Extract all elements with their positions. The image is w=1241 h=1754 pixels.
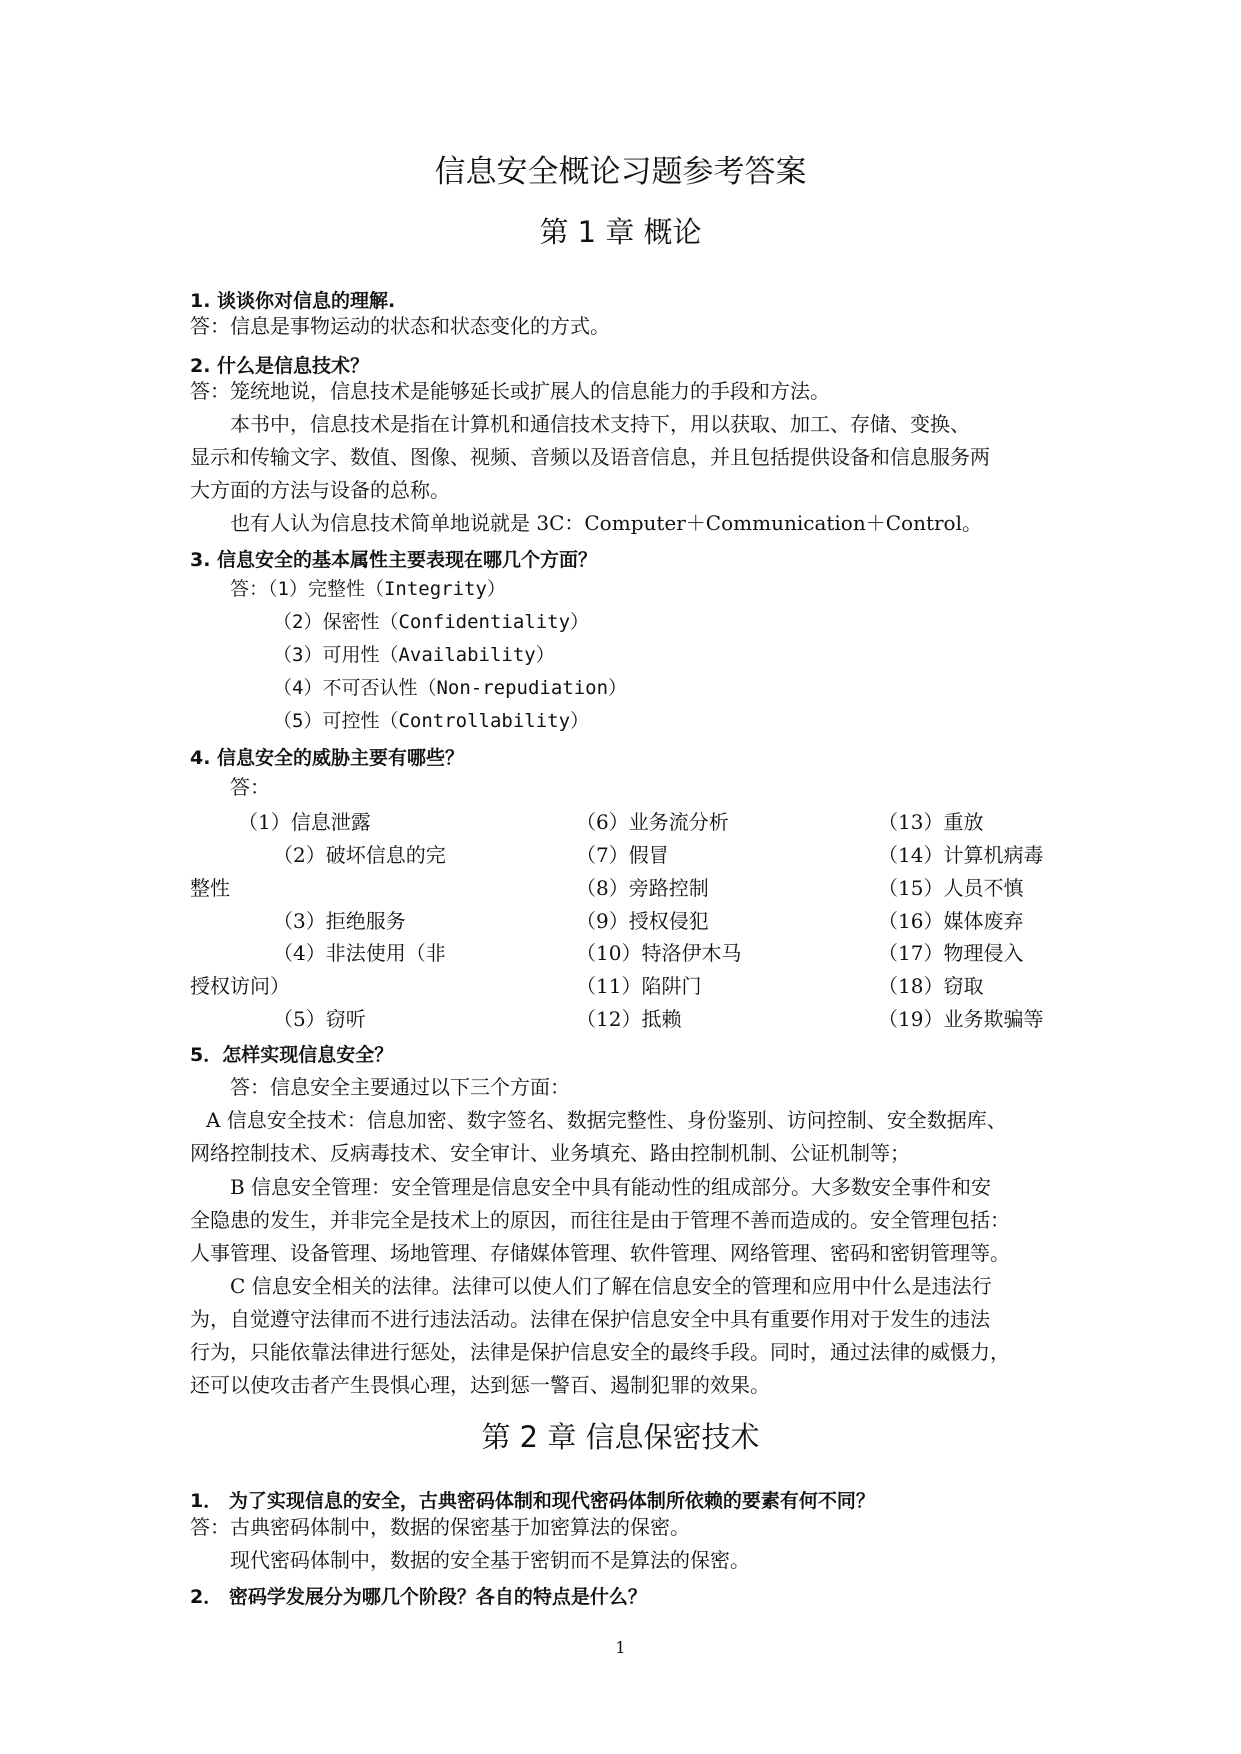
answer-1-1: 答：信息是事物运动的状态和状态变化的方式。 xyxy=(190,314,610,338)
question-2-1: 1． 为了实现信息的安全，古典密码体制和现代密码体制所依赖的要素有何不同？ xyxy=(190,1490,875,1512)
threat-item: （3）拒绝服务 xyxy=(273,909,406,933)
answer-line: 为，自觉遵守法律而不进行违法活动。法律在保护信息安全中具有重要作用对于发生的违法 xyxy=(190,1307,990,1331)
threat-item: （7）假冒 xyxy=(576,843,669,867)
answer-line: （4）不可否认性（Non-repudiation） xyxy=(273,677,628,699)
threat-item: （11）陷阱门 xyxy=(576,974,702,998)
threat-item: 整性 xyxy=(190,876,230,900)
threat-item: 授权访问） xyxy=(190,974,290,998)
answer-label: 答： xyxy=(230,775,270,799)
threat-item: （17）物理侵入 xyxy=(878,941,1024,965)
threat-item: （4）非法使用（非 xyxy=(273,941,446,965)
answer-line: 行为，只能依靠法律进行惩处，法律是保护信息安全的最终手段。同时，通过法律的威慑力， xyxy=(190,1340,1010,1364)
question-2-2: 2． 密码学发展分为哪几个阶段？各自的特点是什么？ xyxy=(190,1586,647,1608)
threat-item: （15）人员不慎 xyxy=(878,876,1024,900)
answer-line: （2）保密性（Confidentiality） xyxy=(273,611,590,633)
threat-item: （13）重放 xyxy=(878,810,984,834)
threat-item: （18）窃取 xyxy=(878,974,984,998)
answer-line: B 信息安全管理：安全管理是信息安全中具有能动性的组成部分。大多数安全事件和安 xyxy=(230,1175,992,1199)
answer-line: 网络控制技术、反病毒技术、安全审计、业务填充、路由控制机制、公证机制等； xyxy=(190,1141,910,1165)
answer-line: 还可以使攻击者产生畏惧心理，达到惩一警百、遏制犯罪的效果。 xyxy=(190,1373,770,1397)
document-title: 信息安全概论习题参考答案 xyxy=(434,154,807,190)
answer-line: （3）可用性（Availability） xyxy=(273,644,555,666)
threat-item: （16）媒体废弃 xyxy=(878,909,1024,933)
question-1-3: 3. 信息安全的基本属性主要表现在哪几个方面？ xyxy=(190,549,598,571)
threat-item: （8）旁路控制 xyxy=(576,876,709,900)
chapter-2-title: 第 2 章 信息保密技术 xyxy=(481,1420,760,1454)
answer-line: 人事管理、设备管理、场地管理、存储媒体管理、软件管理、网络管理、密码和密钥管理等。 xyxy=(190,1241,1010,1265)
page-number: 1 xyxy=(615,1638,626,1657)
threat-item: （2）破坏信息的完 xyxy=(273,843,446,867)
question-1-2: 2. 什么是信息技术？ xyxy=(190,355,370,377)
answer-line: 本书中，信息技术是指在计算机和通信技术支持下，用以获取、加工、存储、变换、 xyxy=(230,412,970,436)
threat-item: （6）业务流分析 xyxy=(576,810,729,834)
answer-line: 现代密码体制中，数据的安全基于密钥而不是算法的保密。 xyxy=(230,1548,750,1572)
question-1-1: 1. 谈谈你对信息的理解. xyxy=(190,290,396,312)
answer-line: C 信息安全相关的法律。法律可以使人们了解在信息安全的管理和应用中什么是违法行 xyxy=(230,1274,992,1298)
question-1-4: 4. 信息安全的威胁主要有哪些？ xyxy=(190,747,465,769)
threat-item: （19）业务欺骗等 xyxy=(878,1007,1044,1031)
answer-line: （5）可控性（Controllability） xyxy=(273,710,590,732)
threat-item: （9）授权侵犯 xyxy=(576,909,709,933)
threat-item: （12）抵赖 xyxy=(576,1007,682,1031)
question-1-5: 5．怎样实现信息安全？ xyxy=(190,1044,394,1066)
threat-item: （5）窃听 xyxy=(273,1007,366,1031)
answer-line: 答：笼统地说，信息技术是能够延长或扩展人的信息能力的手段和方法。 xyxy=(190,379,830,403)
chapter-1-title: 第 1 章 概论 xyxy=(539,215,702,249)
answer-line: 全隐患的发生，并非完全是技术上的原因，而往往是由于管理不善而造成的。安全管理包括： xyxy=(190,1208,1010,1232)
answer-line: 答：（1）完整性（Integrity） xyxy=(230,578,506,600)
answer-line: 答：古典密码体制中，数据的保密基于加密算法的保密。 xyxy=(190,1515,690,1539)
threat-item: （1）信息泄露 xyxy=(238,810,371,834)
answer-line: 答：信息安全主要通过以下三个方面： xyxy=(230,1075,570,1099)
answer-line: 大方面的方法与设备的总称。 xyxy=(190,478,450,502)
threat-item: （10）特洛伊木马 xyxy=(576,941,742,965)
threat-item: （14）计算机病毒 xyxy=(878,843,1044,867)
answer-line: 也有人认为信息技术简单地说就是 3C：Computer＋Communication＋Control。 xyxy=(230,511,982,535)
answer-line: 显示和传输文字、数值、图像、视频、音频以及语音信息，并且包括提供设备和信息服务两 xyxy=(190,445,990,469)
answer-line: A 信息安全技术：信息加密、数字签名、数据完整性、身份鉴别、访问控制、安全数据库、 xyxy=(206,1108,1007,1132)
